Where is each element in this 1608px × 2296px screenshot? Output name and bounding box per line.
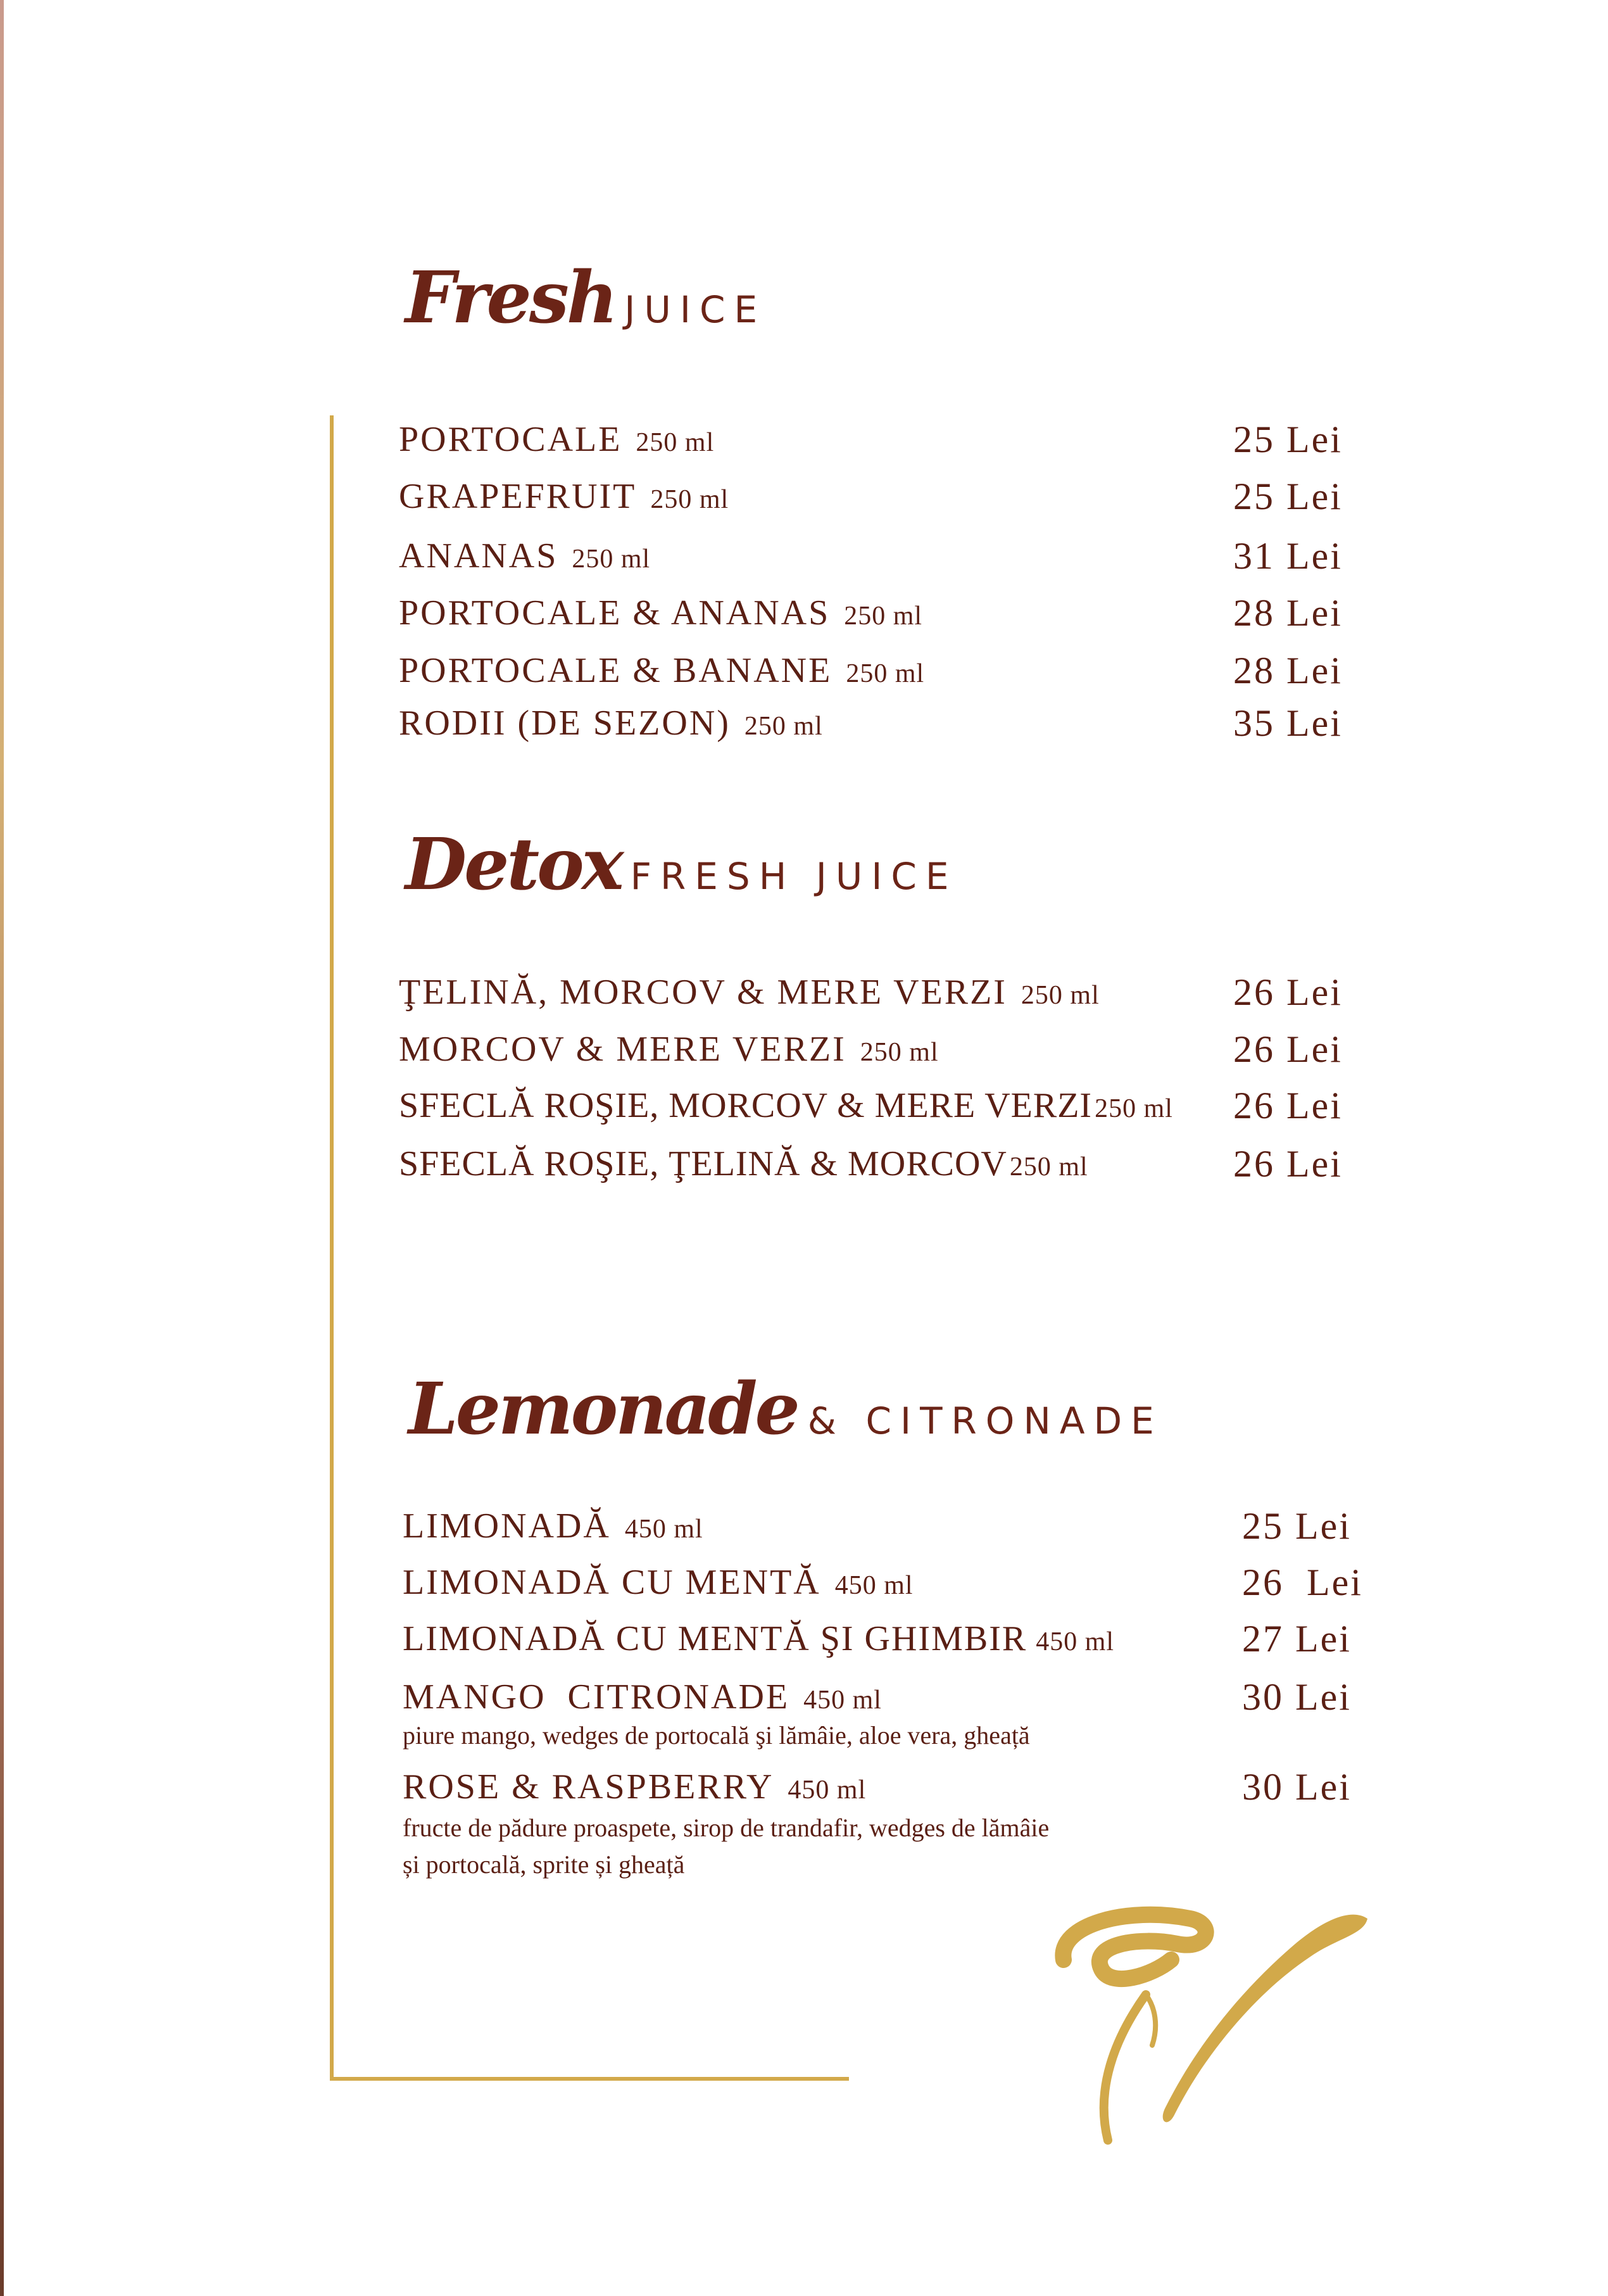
menu-item-name: LIMONADĂ CU MENTĂ 450 ml (403, 1563, 914, 1602)
menu-item-volume: 250 ml (572, 545, 651, 574)
menu-item-description: fructe de pădure proaspete, sirop de trandafir, wedges de lămâie (403, 1813, 1050, 1842)
fresh-caps-title: JUICE (624, 288, 767, 331)
menu-item-price: 26 Lei (1242, 1561, 1363, 1603)
menu-item-price: 26 Lei (1233, 971, 1343, 1013)
menu-item-description: și portocală, sprite și gheață (403, 1850, 685, 1879)
detox-juice-heading (405, 823, 958, 906)
menu-item-price: 25 Lei (1242, 1505, 1352, 1547)
menu-item-volume: 250 ml (1021, 981, 1100, 1010)
menu-item-name: LIMONADĂ CU MENTĂ ŞI GHIMBIR 450 ml (403, 1619, 1115, 1658)
menu-item-name: MANGO CITRONADE 450 ml (403, 1677, 882, 1717)
menu-item-price: 25 Lei (1233, 419, 1343, 460)
menu-item-name: MORCOV & MERE VERZI 250 ml (399, 1030, 939, 1069)
menu-item-description: piure mango, wedges de portocală şi lămâie, aloe vera, gheață (403, 1721, 1030, 1750)
menu-item-price: 26 Lei (1233, 1143, 1343, 1185)
fresh-juice-heading (405, 256, 766, 339)
menu-item-name: LIMONADĂ 450 ml (403, 1506, 703, 1546)
menu-item-volume: 250 ml (860, 1038, 939, 1067)
menu-item-name: ŢELINĂ, MORCOV & MERE VERZI 250 ml (399, 973, 1100, 1012)
lemonade-heading (408, 1368, 1163, 1451)
menu-item-volume: 250 ml (650, 485, 729, 514)
menu-item-name: SFECLĂ ROŞIE, MORCOV & MERE VERZI250 ml (399, 1086, 1173, 1125)
menu-item-name: ROSE & RASPBERRY 450 ml (403, 1767, 867, 1807)
menu-item-price: 30 Lei (1242, 1766, 1352, 1808)
menu-item-volume: 250 ml (1009, 1152, 1088, 1182)
menu-item-volume: 450 ml (624, 1515, 703, 1544)
detox-caps-title: FRESH JUICE (630, 855, 958, 898)
menu-item-volume: 450 ml (803, 1686, 882, 1715)
gold-frame-vertical (330, 415, 334, 2081)
menu-item-name: RODII (DE SEZON) 250 ml (399, 703, 823, 743)
menu-item-name: PORTOCALE & BANANE 250 ml (399, 651, 925, 690)
menu-item-volume: 250 ml (1095, 1094, 1173, 1123)
detox-script-title: Detox (405, 823, 622, 906)
menu-item-volume: 250 ml (846, 659, 925, 688)
menu-item-price: 28 Lei (1233, 650, 1343, 691)
menu-item-price: 28 Lei (1233, 592, 1343, 634)
gold-script-monogram-icon (1051, 1900, 1380, 2159)
lemonade-script-title: Lemonade (408, 1368, 798, 1451)
menu-item-volume: 250 ml (636, 428, 715, 457)
page-edge-strip (0, 0, 4, 2296)
menu-item-price: 30 Lei (1242, 1676, 1352, 1718)
fresh-script-title: Fresh (405, 256, 616, 339)
menu-item-price: 25 Lei (1233, 476, 1343, 517)
menu-item-name: PORTOCALE 250 ml (399, 420, 715, 459)
menu-item-name: GRAPEFRUIT 250 ml (399, 477, 729, 516)
menu-item-volume: 250 ml (744, 712, 823, 741)
menu-item-name: SFECLĂ ROŞIE, ŢELINĂ & MORCOV250 ml (399, 1144, 1088, 1183)
menu-item-volume: 450 ml (834, 1571, 914, 1600)
menu-item-price: 27 Lei (1242, 1618, 1352, 1660)
lemonade-caps-title: & CITRONADE (807, 1399, 1163, 1442)
menu-item-name: PORTOCALE & ANANAS 250 ml (399, 593, 923, 633)
menu-item-volume: 450 ml (788, 1776, 867, 1805)
menu-item-volume: 250 ml (844, 602, 923, 631)
gold-frame-horizontal (330, 2077, 849, 2081)
menu-item-price: 35 Lei (1233, 702, 1343, 744)
menu-item-name: ANANAS 250 ml (399, 536, 651, 576)
menu-item-price: 31 Lei (1233, 535, 1343, 577)
menu-item-volume: 450 ml (1036, 1627, 1115, 1656)
menu-item-price: 26 Lei (1233, 1028, 1343, 1070)
menu-item-price: 26 Lei (1233, 1085, 1343, 1126)
